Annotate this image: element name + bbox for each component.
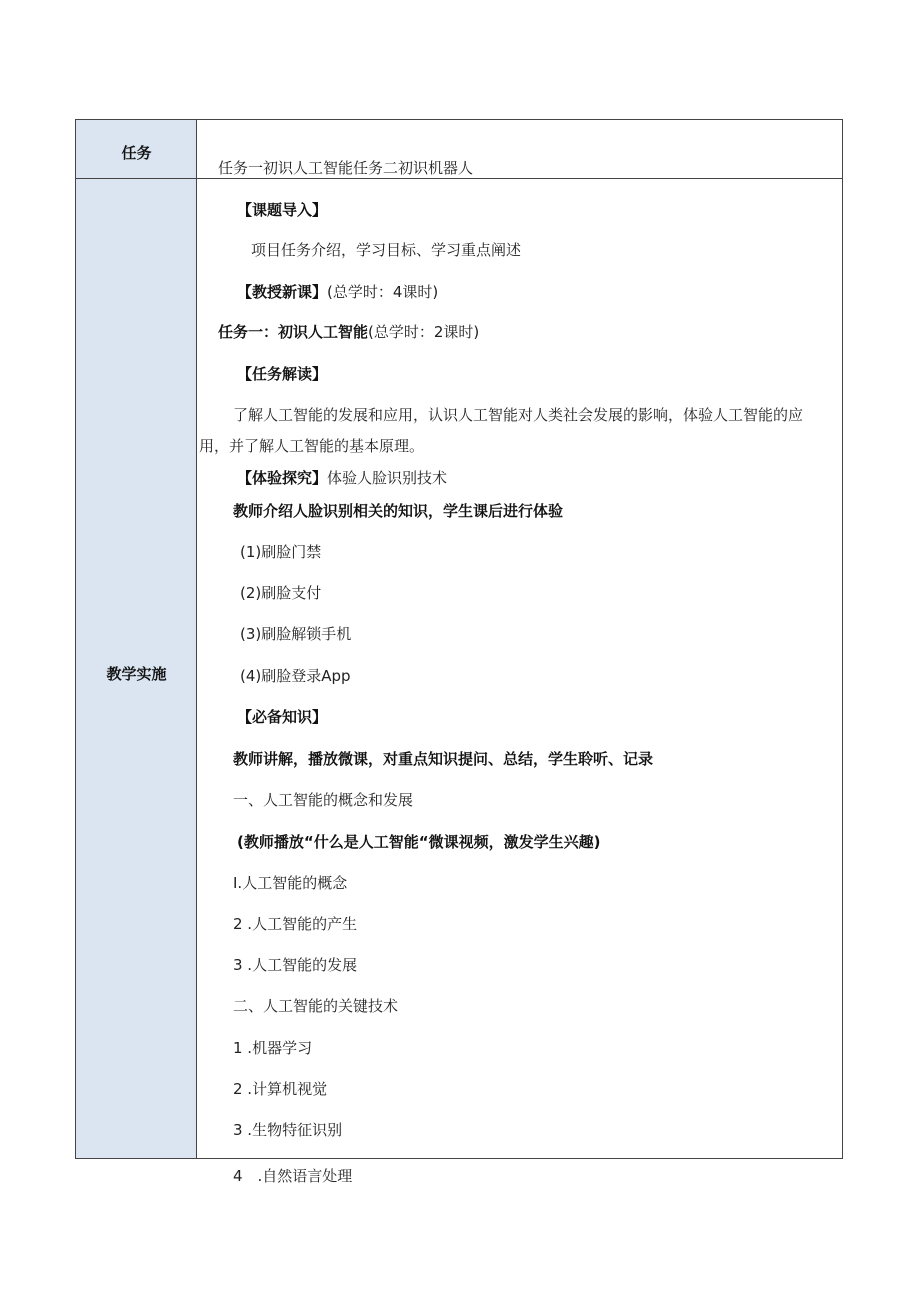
task1-hours: (总学时：2课时) [368, 323, 480, 341]
video-note: (教师播放“什么是人工智能“微课视频，激发学生兴趣) [237, 833, 601, 851]
impl-label: 教学实施 [106, 665, 167, 683]
section1-item: 3 .人工智能的发展 [233, 956, 358, 974]
explore-text: 体验人脸识别技术 [327, 469, 448, 487]
intro-heading: 【课题导入】 [237, 201, 328, 219]
new-lesson-hours: (总学时：4课时) [327, 283, 439, 301]
label-column [76, 120, 197, 1158]
task-label: 任务 [121, 144, 152, 162]
section2-item: 1 .机器学习 [233, 1039, 313, 1057]
face-item: (2)刷脸支付 [240, 584, 322, 602]
knowledge-heading: 【必备知识】 [237, 708, 328, 726]
intro-text: 项目任务介绍，学习目标、学习重点阐述 [251, 241, 522, 259]
teacher-explain: 教师讲解，播放微课，对重点知识提问、总结，学生聆听、记录 [233, 750, 654, 768]
task1-heading: 任务一：初识人工智能 [218, 323, 369, 341]
task-reading-heading: 【任务解读】 [237, 365, 328, 383]
overflow-item: 4 .自然语言处理 [233, 1167, 353, 1185]
task-reading-line2: 用，并了解人工智能的基本原理。 [199, 437, 425, 455]
task-reading-line1: 了解人工智能的发展和应用，认识人工智能对人类社会发展的影响，体验人工智能的应 [233, 406, 804, 424]
row-divider [76, 178, 842, 179]
face-item: (1)刷脸门禁 [240, 543, 322, 561]
section1-item: 2 .人工智能的产生 [233, 915, 358, 933]
lesson-table [75, 119, 843, 1159]
task-content: 任务一初识人工智能任务二初识机器人 [218, 159, 474, 177]
new-lesson-line [237, 282, 438, 302]
explore-line [237, 468, 447, 488]
new-lesson-heading: 【教授新课】 [237, 283, 328, 301]
section2-item: 2 .计算机视觉 [233, 1080, 328, 1098]
section2-title: 二、人工智能的关键技术 [233, 997, 399, 1015]
section1-item: I.人工智能的概念 [233, 874, 348, 892]
face-item: (4)刷脸登录App [240, 667, 351, 685]
teacher-intro: 教师介绍人脸识别相关的知识，学生课后进行体验 [233, 502, 564, 520]
section1-title: 一、人工智能的概念和发展 [233, 791, 414, 809]
face-item: (3)刷脸解锁手机 [240, 625, 352, 643]
explore-heading: 【体验探究】 [237, 469, 328, 487]
task1-line [218, 322, 479, 342]
section2-item: 3 .生物特征识别 [233, 1121, 343, 1139]
